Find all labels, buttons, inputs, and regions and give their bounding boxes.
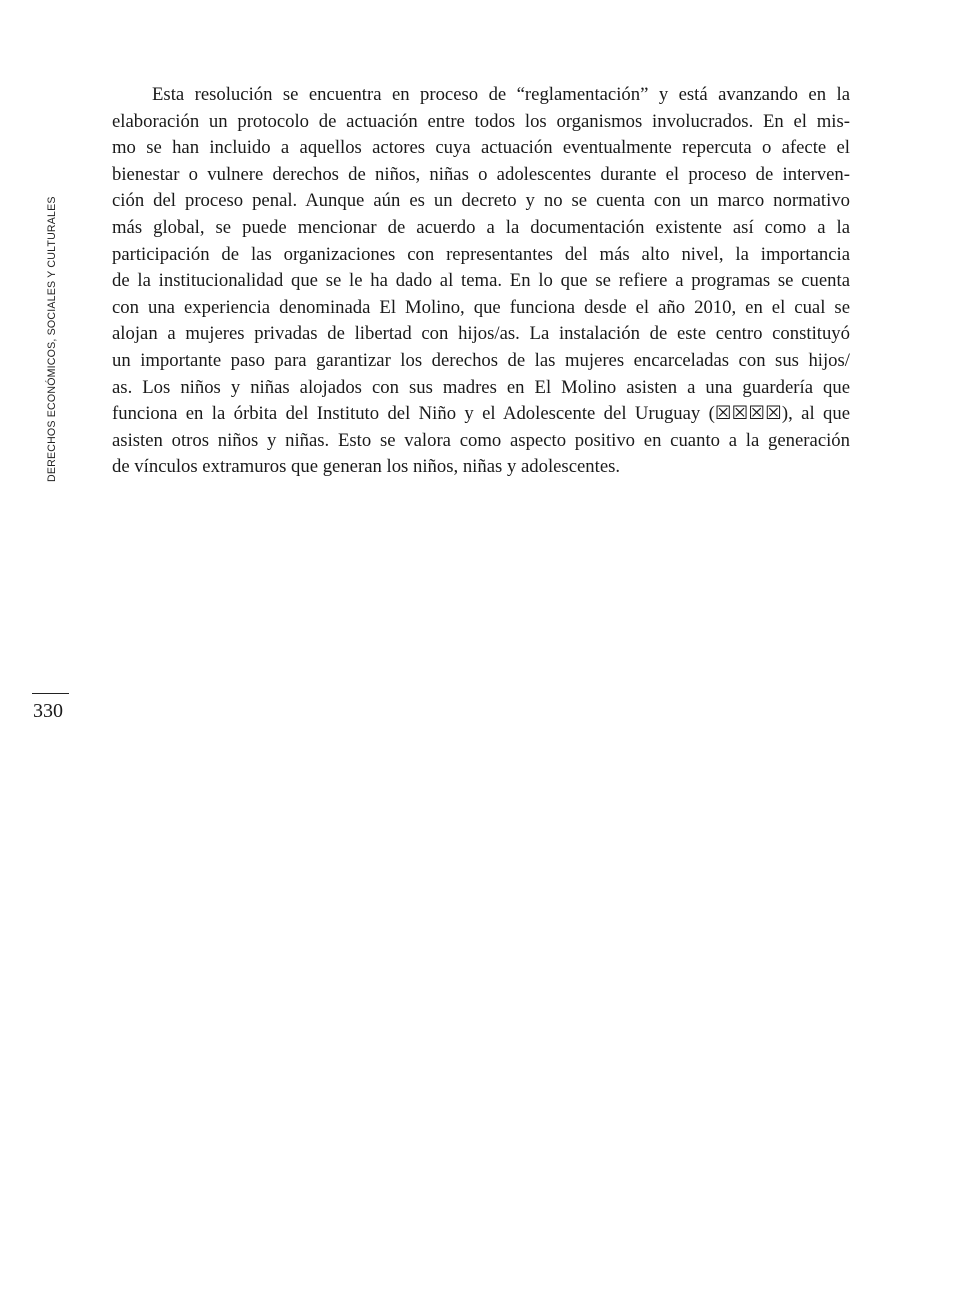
paragraph-line: alojan a mujeres privadas de libertad con hijos/as. La instalación de este centro constituyó [112, 323, 850, 345]
paragraph-line: Esta resolución se encuentra en proceso de “reglamentación” y está avanzando en la [152, 84, 850, 105]
paragraph-line: asisten otros niños y niñas. Esto se valora como aspecto positivo en cuanto a la generación [112, 429, 850, 451]
paragraph-line: as. Los niños y niñas alojados con sus madres en El Molino asisten a una guardería que [112, 376, 850, 398]
running-head: DERECHOS ECONÓMICOS, SOCIALES Y CULTURALES [46, 196, 58, 482]
page-number: 330 [33, 700, 63, 722]
paragraph-line: elaboración un protocolo de actuación entre todos los organismos involucrados. En el mis- [112, 110, 850, 132]
paragraph-line: funciona en la órbita del Instituto del Niño y el Adolescente del Uruguay (☒☒☒☒), al que [112, 403, 850, 425]
paragraph-line: de vínculos extramuros que generan los niños, niñas y adolescentes. [112, 456, 621, 478]
paragraph-line: participación de las organizaciones con representantes del más alto nivel, la importancia [112, 243, 850, 265]
body-paragraph [112, 82, 850, 481]
paragraph-line: un importante paso para garantizar los derechos de las mujeres encarceladas con sus hijos/ [112, 349, 850, 371]
paragraph-line: bienestar o vulnere derechos de niños, niñas o adolescentes durante el proceso de interven- [112, 163, 850, 185]
page-number-rule [32, 693, 69, 694]
paragraph-line: mo se han incluido a aquellos actores cuya actuación eventualmente repercuta o afecte el [112, 137, 850, 159]
paragraph-line: de la institucionalidad que se le ha dado al tema. En lo que se refiere a programas se cuenta [112, 270, 850, 292]
paragraph-line: más global, se puede mencionar de acuerdo a la documentación existente así como a la [112, 216, 850, 238]
paragraph-line: ción del proceso penal. Aunque aún es un decreto y no se cuenta con un marco normativo [112, 190, 850, 212]
paragraph-line: con una experiencia denominada El Molino, que funciona desde el año 2010, en el cual se [112, 296, 850, 318]
